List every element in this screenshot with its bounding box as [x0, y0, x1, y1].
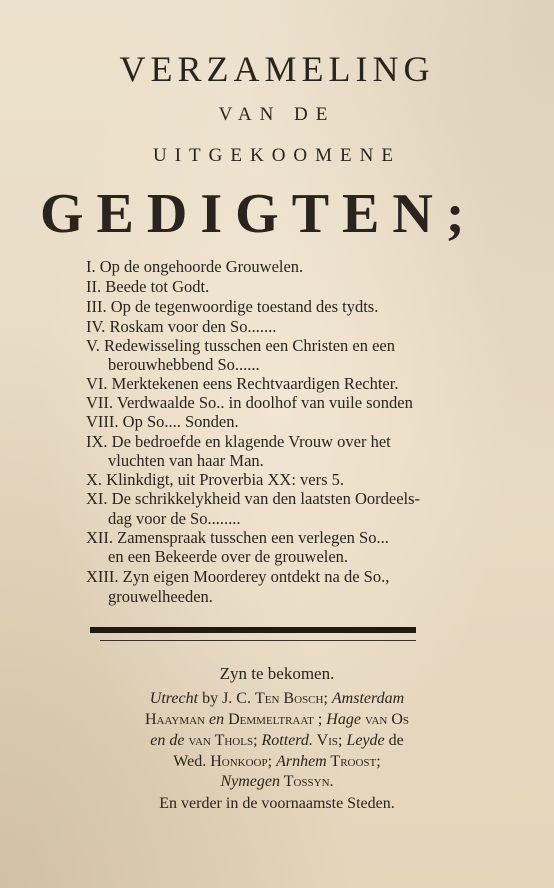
contents-item: IX. De bedroefde en klagende Vrouw over het [86, 432, 391, 451]
imprint-city: Arnhem [276, 753, 327, 770]
contents-item: VI. Merktekenen eens Rechtvaardigen Rechter. [86, 374, 399, 393]
contents-item-continuation: grouwelheeden. [108, 587, 213, 606]
imprint-line-2 [0, 711, 554, 729]
contents-item: XII. Zamenspraak tusschen een verlegen So... [86, 528, 389, 547]
imprint-text: Wed. [173, 753, 211, 770]
imprint-publisher: Demmeltraat [228, 711, 314, 728]
contents-item-continuation: en een Bekeerde over de grouwelen. [108, 547, 349, 566]
contents-item: IV. Roskam voor den So....... [86, 317, 277, 336]
imprint-line-5 [0, 773, 554, 791]
imprint-heading: Zyn te bekomen. [219, 664, 335, 683]
imprint-text: ; [253, 732, 262, 749]
imprint-text: van [360, 711, 392, 728]
imprint-text: ; [313, 711, 327, 728]
imprint-text: ; [267, 753, 277, 770]
imprint-line-3 [0, 732, 554, 750]
imprint-publisher: Vis [312, 732, 338, 749]
contents-item: I. Op de ongehoorde Grouwelen. [86, 257, 304, 276]
imprint-line-6: En verder in de voornaamste Steden. [159, 795, 395, 812]
imprint-publisher: van Thols [184, 732, 254, 749]
contents-item: VII. Verdwaalde So.. in doolhof van vuile sonden [86, 393, 413, 412]
contents-item: XIII. Zyn eigen Moorderey ontdekt na de So., [86, 567, 390, 586]
imprint-line-4 [0, 753, 554, 771]
imprint-city: Leyde [346, 732, 385, 749]
imprint-city: Nymegen [220, 773, 280, 790]
title-line-2: VAN DE [218, 104, 336, 125]
contents-item: II. Beede tot Godt. [86, 277, 210, 296]
thin-rule-divider [100, 640, 416, 641]
title-line-4: GEDIGTEN; [40, 183, 478, 245]
imprint-city: Utrecht [149, 690, 199, 707]
imprint-text: en [205, 711, 229, 728]
imprint-text: de [384, 732, 404, 749]
imprint-text: ; [337, 732, 347, 749]
imprint-publisher: Os [391, 711, 410, 728]
imprint-line-1 [0, 690, 554, 708]
contents-item: V. Redewisseling tusschen een Christen en een [86, 336, 396, 355]
imprint-publisher: Troost [326, 753, 377, 770]
imprint-publisher: Haayman [144, 711, 205, 728]
contents-item: VIII. Op So.... Sonden. [86, 412, 239, 431]
title-line-1: VERZAMELING [119, 49, 435, 89]
contents-item-continuation: berouwhebbend So...... [108, 355, 260, 374]
imprint-text: ; [376, 753, 381, 770]
contents-item: III. Op de tegenwoordige toestand des tydts. [86, 297, 379, 316]
imprint-city: Hage [326, 711, 361, 728]
imprint-city: Rotterd. [261, 732, 313, 749]
imprint-publisher: Ten Bosch [254, 690, 324, 707]
imprint-text: ; [323, 690, 332, 707]
title-line-3: UITGEKOOMENE [153, 145, 401, 166]
thick-rule-divider [90, 627, 416, 633]
imprint-text: en de [150, 732, 185, 749]
contents-item: X. Klinkdigt, uit Proverbia XX: vers 5. [86, 470, 345, 489]
imprint-text: by J. C. [198, 690, 255, 707]
contents-item-continuation: dag voor de So........ [108, 509, 241, 528]
contents-item-continuation: vluchten van haar Man. [108, 451, 264, 470]
imprint-publisher: Honkoop [210, 753, 268, 770]
imprint-city: Amsterdam [331, 690, 405, 707]
imprint-publisher: Tossyn. [279, 773, 334, 790]
contents-item: XI. De schrikkelykheid van den laatsten Oordeels- [86, 489, 421, 508]
